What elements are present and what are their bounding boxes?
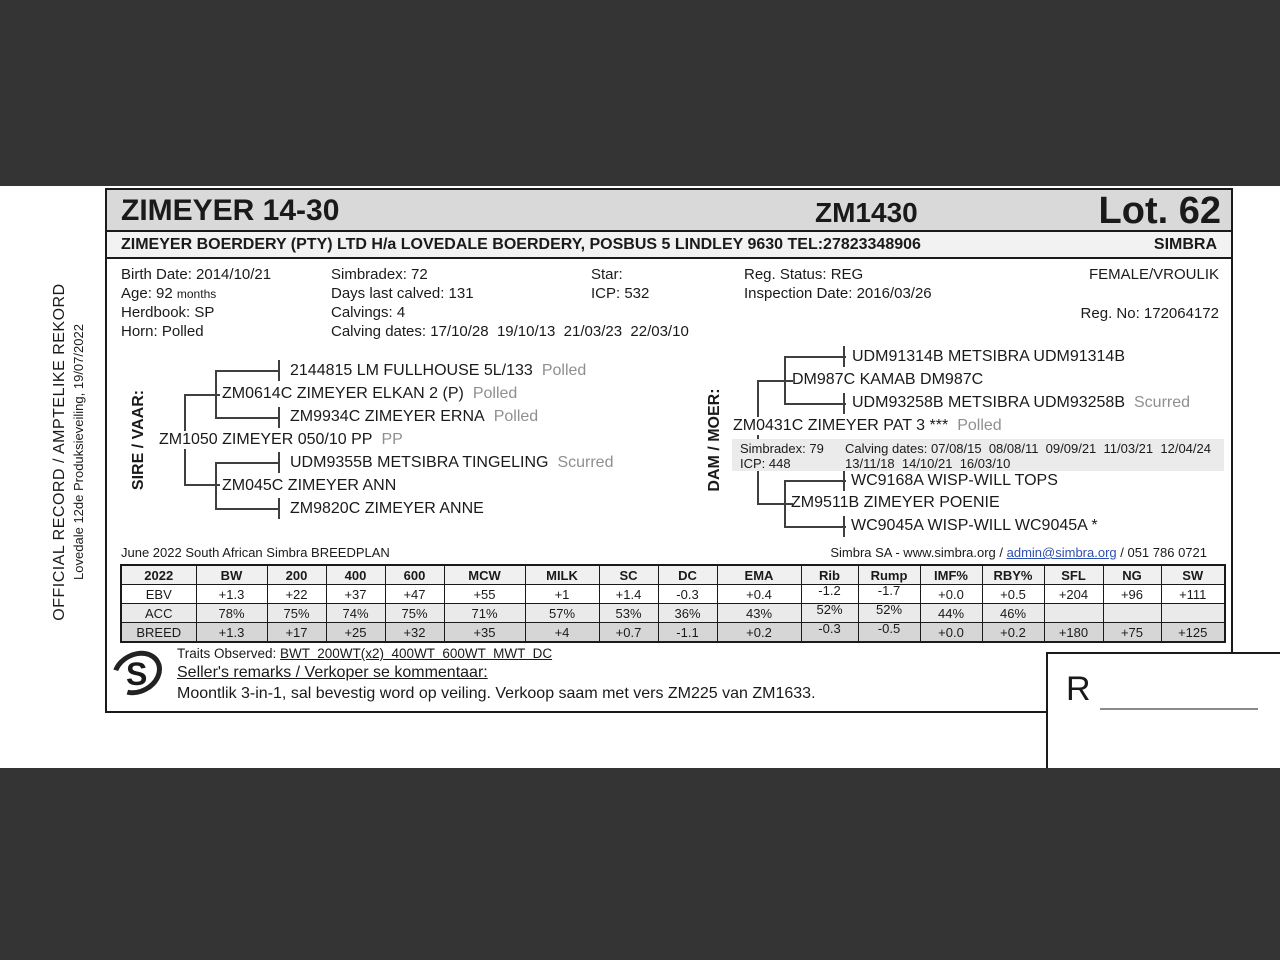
seller-remarks-heading: Seller's remarks / Verkoper se kommentaar:	[177, 664, 488, 681]
animal-id: ZM1430	[815, 197, 918, 228]
dam-simbradex: Simbradex: 79	[740, 441, 824, 456]
pedigree-connector-line	[278, 452, 280, 473]
column-header: MILK	[525, 565, 599, 585]
sex: FEMALE/VROULIK	[1088, 266, 1219, 283]
column-header: BW	[196, 565, 267, 585]
table-cell: +1.3	[196, 623, 267, 643]
calving-dates: Calving dates: 17/10/28 19/10/13 21/03/23 22/03/10	[331, 323, 689, 340]
pedigree-connector-line	[215, 370, 217, 418]
table-cell: 74%	[326, 604, 385, 623]
column-header: DC	[658, 565, 717, 585]
table-cell: 78%	[196, 604, 267, 623]
table-cell: +180	[1044, 623, 1103, 643]
star: Star:	[591, 266, 623, 283]
table-cell: 71%	[444, 604, 525, 623]
table-cell: +0.5	[982, 585, 1044, 604]
dam-dam: ZM9511B ZIMEYER POENIE	[791, 494, 1000, 511]
sire-dam-dam: ZM9820C ZIMEYER ANNE	[290, 500, 484, 517]
sire-label: SIRE / VAAR:	[130, 389, 147, 491]
days-last-calved: Days last calved: 131	[331, 285, 474, 302]
column-header: SC	[599, 565, 658, 585]
pedigree-connector-line	[278, 407, 280, 428]
table-cell: 52%	[801, 604, 858, 623]
pedigree-connector-line	[843, 346, 845, 367]
column-header: EMA	[717, 565, 801, 585]
table-header-row	[121, 565, 1225, 585]
pedigree-connector-line	[215, 417, 279, 419]
sire-sire: ZM0614C ZIMEYER ELKAN 2 (P) Polled	[222, 385, 518, 402]
table-cell: -1.1	[658, 623, 717, 643]
dam-sire-dam: UDM93258B METSIBRA UDM93258B Scurred	[852, 394, 1191, 411]
row-label: ACC	[121, 604, 196, 623]
column-header: MCW	[444, 565, 525, 585]
breedplan-table	[120, 564, 1226, 643]
table-cell: 52%	[858, 604, 920, 623]
table-cell: +25	[326, 623, 385, 643]
logo-letter: S	[126, 656, 148, 692]
pedigree-connector-line	[215, 508, 279, 510]
pedigree-connector-line	[215, 370, 279, 372]
sire-dam: ZM045C ZIMEYER ANN	[222, 477, 397, 494]
dam-sire-sire: UDM91314B METSIBRA UDM91314B	[852, 348, 1125, 365]
icp: ICP: 532	[591, 285, 650, 302]
pedigree-connector-line	[784, 356, 846, 358]
lot-number: Lot. 62	[1098, 190, 1221, 232]
table-cell: +0.7	[599, 623, 658, 643]
table-cell: 75%	[385, 604, 444, 623]
inspection-date: Inspection Date: 2016/03/26	[744, 285, 932, 302]
calvings: Calvings: 4	[331, 304, 406, 321]
table-cell: +125	[1161, 623, 1225, 643]
birth-date: Birth Date: 2014/10/21	[121, 266, 272, 283]
column-header: SFL	[1044, 565, 1103, 585]
column-header: Rump	[858, 565, 920, 585]
column-header: 600	[385, 565, 444, 585]
table-cell: +47	[385, 585, 444, 604]
sire-sire-dam: ZM9934C ZIMEYER ERNA Polled	[290, 408, 539, 425]
table-cell: +1	[525, 585, 599, 604]
breeder-banner	[107, 232, 1231, 259]
table-cell: +0.0	[920, 623, 982, 643]
table-cell: -1.7	[858, 585, 920, 604]
table-cell	[1161, 604, 1225, 623]
table-cell	[1103, 604, 1161, 623]
table-cell: -0.3	[801, 623, 858, 643]
table-cell: 46%	[982, 604, 1044, 623]
row-label: BREED	[121, 623, 196, 643]
herdbook: Herdbook: SP	[121, 304, 215, 321]
table-cell: 57%	[525, 604, 599, 623]
animal-details	[107, 259, 1231, 341]
dam-calving-dates-1: Calving dates: 07/08/15 08/08/11 09/09/21 11/03/21 12/04/24	[845, 441, 1211, 456]
breeder-line: ZIMEYER BOERDERY (PTY) LTD H/a LOVEDALE BOERDERY, POSBUS 5 LINDLEY 9630 TEL:27823348906	[121, 235, 921, 253]
traits-observed: Traits Observed: BWT 200WT(x2) 400WT 600WT MWT DC	[177, 646, 553, 661]
reg-status: Reg. Status: REG	[744, 266, 864, 283]
dam-label: DAM / MOER:	[706, 388, 723, 492]
pedigree-connector-line	[843, 393, 845, 414]
column-header: IMF%	[920, 565, 982, 585]
price-blank-line	[1100, 708, 1258, 710]
seller-remarks-text: Moontlik 3-in-1, sal bevestig word op veiling. Verkoop saam met vers ZM225 van ZM1633.	[177, 685, 816, 702]
pedigree-connector-line	[215, 462, 217, 510]
column-header: 2022	[121, 565, 196, 585]
breed-name: SIMBRA	[1153, 235, 1217, 253]
official-record-sidebar	[50, 252, 106, 652]
table-cell: +0.2	[717, 623, 801, 643]
table-cell: +32	[385, 623, 444, 643]
table-cell: +35	[444, 623, 525, 643]
table-cell: +111	[1161, 585, 1225, 604]
dam-dam-sire: WC9168A WISP-WILL TOPS	[851, 472, 1058, 489]
sire: ZM1050 ZIMEYER 050/10 PP PP	[159, 431, 408, 449]
dam-icp: ICP: 448	[740, 456, 791, 471]
column-header: RBY%	[982, 565, 1044, 585]
pedigree-connector-line	[278, 360, 280, 381]
column-header: 400	[326, 565, 385, 585]
table-cell: 53%	[599, 604, 658, 623]
table-cell: +0.0	[920, 585, 982, 604]
table-cell: +1.3	[196, 585, 267, 604]
auction-name-text: Lovedale 12de Produksieveiling, 19/07/2022	[70, 324, 86, 580]
table-cell: +0.2	[982, 623, 1044, 643]
pedigree-connector-line	[784, 356, 786, 405]
column-header: NG	[1103, 565, 1161, 585]
email-link[interactable]: admin@simbra.org	[1006, 545, 1117, 560]
table-cell	[1044, 604, 1103, 623]
table-cell: +17	[267, 623, 326, 643]
pedigree-connector-line	[843, 470, 845, 491]
table-cell: +0.4	[717, 585, 801, 604]
table-cell: 43%	[717, 604, 801, 623]
table-row	[121, 604, 1225, 623]
dam-sire: DM987C KAMAB DM987C	[792, 371, 984, 388]
dam: ZM0431C ZIMEYER PAT 3 *** Polled	[733, 417, 1007, 435]
row-label: EBV	[121, 585, 196, 604]
pedigree-connector-line	[215, 462, 279, 464]
table-cell: +22	[267, 585, 326, 604]
table-cell: -0.5	[858, 623, 920, 643]
animal-record-box	[105, 188, 1233, 713]
animal-name: ZIMEYER 14-30	[121, 194, 340, 227]
pedigree-connector-line	[784, 480, 846, 482]
table-cell: +1.4	[599, 585, 658, 604]
table-cell: +55	[444, 585, 525, 604]
simbra-logo-icon	[109, 648, 171, 704]
column-header: Rib	[801, 565, 858, 585]
table-cell: +4	[525, 623, 599, 643]
pedigree-connector-line	[784, 480, 786, 528]
simbradex: Simbradex: 72	[331, 266, 428, 283]
official-record-text: OFFICIAL RECORD / AMPTELIKE REKORD	[51, 283, 68, 621]
pedigree-connector-line	[757, 503, 793, 505]
table-cell: +75	[1103, 623, 1161, 643]
column-header: SW	[1161, 565, 1225, 585]
dam-calving-dates-2: 13/11/18 14/10/21 16/03/10	[845, 456, 1011, 471]
price-currency: R	[1066, 670, 1091, 708]
table-row	[121, 585, 1225, 604]
horn-status: Horn: Polled	[121, 323, 204, 340]
pedigree-connector-line	[784, 526, 846, 528]
breedplan-title: June 2022 South African Simbra BREEDPLAN	[121, 545, 390, 560]
table-cell: +204	[1044, 585, 1103, 604]
dam-calving-info	[732, 439, 1224, 471]
price-box	[1046, 652, 1280, 768]
table-cell: -0.3	[658, 585, 717, 604]
column-header: 200	[267, 565, 326, 585]
pedigree-connector-line	[843, 516, 845, 537]
breedplan-contact: Simbra SA - www.simbra.org / admin@simbra.org / 051 786 0721	[830, 545, 1207, 560]
dam-dam-dam: WC9045A WISP-WILL WC9045A *	[851, 517, 1098, 534]
table-cell: +37	[326, 585, 385, 604]
header-banner	[107, 190, 1231, 232]
age: Age: 92 months	[121, 285, 217, 302]
table-row	[121, 623, 1225, 643]
pedigree-connector-line	[784, 403, 846, 405]
table-cell: +96	[1103, 585, 1161, 604]
top-dark-band	[0, 0, 1280, 186]
bottom-dark-band	[0, 768, 1280, 960]
sire-dam-sire: UDM9355B METSIBRA TINGELING Scurred	[290, 454, 614, 471]
table-cell: 44%	[920, 604, 982, 623]
sire-sire-sire: 2144815 LM FULLHOUSE 5L/133 Polled	[290, 362, 587, 379]
table-cell: -1.2	[801, 585, 858, 604]
table-cell: 75%	[267, 604, 326, 623]
pedigree-connector-line	[757, 380, 793, 382]
pedigree-connector-line	[278, 498, 280, 519]
reg-no: Reg. No: 172064172	[1080, 305, 1219, 322]
table-cell: 36%	[658, 604, 717, 623]
